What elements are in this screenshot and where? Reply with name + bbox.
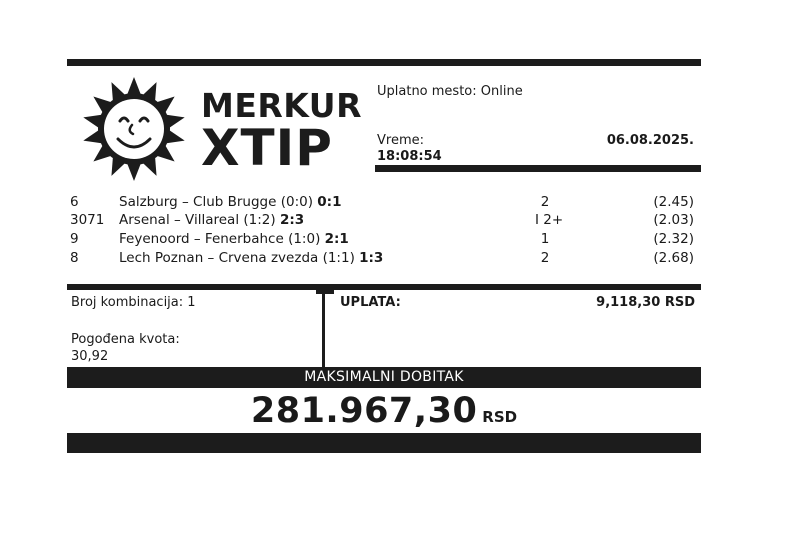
bet-tip: 1	[540, 231, 550, 247]
bottom-rule	[67, 433, 701, 453]
match-score: 1:3	[359, 250, 384, 266]
match-name: Arsenal – Villareal (1:2)	[119, 212, 276, 228]
top-rule	[67, 59, 701, 66]
bet-code: 9	[70, 231, 79, 247]
table-row	[70, 230, 700, 248]
table-row	[70, 249, 700, 267]
bet-odd: (2.03)	[653, 212, 694, 228]
brand-logo	[76, 76, 362, 182]
max-win-currency: RSD	[482, 408, 518, 426]
date-value: 06.08.2025.	[606, 133, 694, 148]
bet-match	[119, 193, 341, 211]
odds-label: Pogođena kvota:	[71, 332, 180, 347]
time-value: 18:08:54	[377, 149, 442, 164]
bet-tip: 2	[540, 194, 550, 210]
odds-value: 30,92	[71, 349, 109, 364]
brand-name-top: MERKUR	[201, 86, 362, 125]
brand-name-bottom: XTIP	[201, 119, 333, 177]
smiling-sun-icon	[76, 76, 192, 182]
max-win-value	[67, 390, 701, 432]
match-score: 2:3	[279, 212, 305, 228]
summary-vertical-divider	[322, 290, 325, 367]
summary-rule-notch	[316, 290, 334, 294]
combinations-info	[71, 295, 196, 311]
max-win-label: MAKSIMALNI DOBITAK	[67, 367, 701, 388]
header-rule	[375, 165, 701, 172]
match-name: Salzburg – Club Brugge (0:0)	[119, 194, 313, 210]
bet-match	[119, 211, 304, 229]
bet-odd: (2.45)	[653, 194, 694, 210]
summary-rule	[67, 284, 701, 290]
bet-tip: 2	[540, 250, 550, 266]
match-name: Lech Poznan – Crvena zvezda (1:1)	[119, 250, 355, 266]
bet-match	[119, 230, 349, 248]
payment-value: 9,118,30 RSD	[596, 295, 695, 310]
bet-code: 3071	[70, 212, 105, 228]
place-label: Uplatno mesto:	[377, 84, 477, 99]
place-info	[377, 84, 523, 100]
bet-tip: I 2+	[535, 212, 564, 228]
max-win-amount: 281.967,30	[250, 391, 478, 431]
place-value: Online	[480, 84, 523, 99]
match-score: 0:1	[317, 194, 342, 210]
time-label: Vreme:	[377, 133, 424, 148]
combinations-value: 1	[187, 295, 196, 310]
bet-odd: (2.68)	[653, 250, 694, 266]
table-row	[70, 193, 700, 211]
match-score: 2:1	[324, 231, 349, 247]
combinations-label: Broj kombinacija:	[71, 295, 184, 310]
bet-code: 8	[70, 250, 79, 266]
bet-code: 6	[70, 194, 79, 210]
match-name: Feyenoord – Fenerbahce (1:0)	[119, 231, 321, 247]
bet-odd: (2.32)	[653, 231, 694, 247]
table-row	[70, 211, 700, 229]
bet-match	[119, 249, 383, 267]
payment-label: UPLATA:	[340, 295, 401, 310]
